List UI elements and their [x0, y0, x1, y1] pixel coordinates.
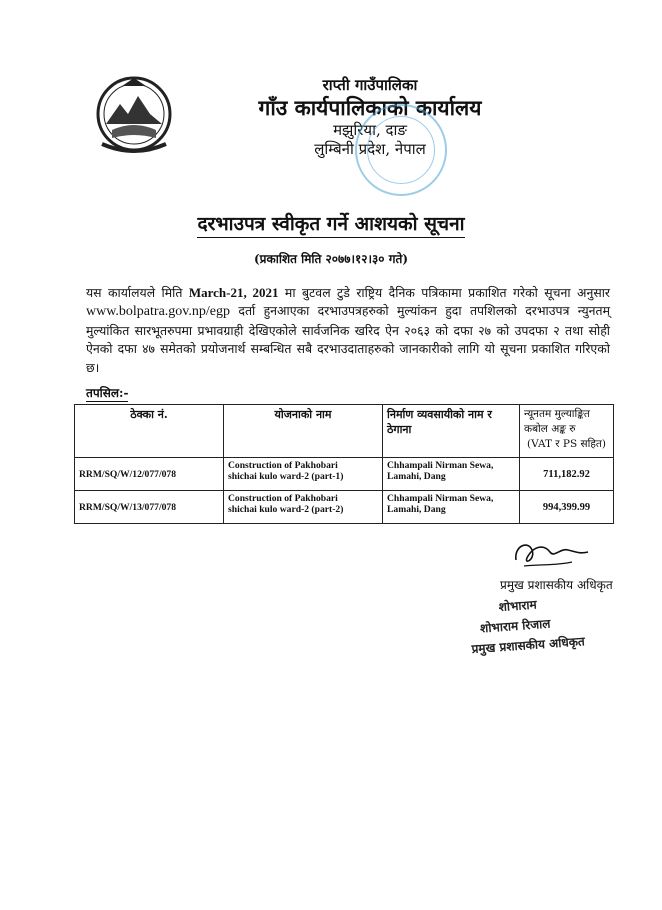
contractor: Chhampali Nirman Sewa, Lamahi, Dang	[383, 491, 520, 524]
seal-line-3: प्रमुख प्रशासकीय अधिकृत	[471, 634, 586, 657]
table-header-row	[75, 405, 614, 458]
municipality-name: राप्ती गाउँपालिका	[322, 76, 418, 94]
seal-line-1: शोभाराम	[498, 597, 538, 615]
notice-text-3: दर्ता हुनआएका दरभाउपत्रहरुको मुल्यांकन हुदा तपशिलको दरभाउपत्र न्युनतम् मुल्यांकित सारभूतरुपमा प्रभावग्राही देखिएकोले सार्वजनिक खरिद ऐन २०६३ को दफा २७ को उपदफा २ तथा सोही ऐनको दफा ४७ समेतको प्रयोजनार्थ सम्बन्धित सबै दरभाउदाताहरुको जानकारीको लागि यो सूचना प्रकाशित गरिएको छ।	[86, 303, 610, 375]
bolpatra-url: www.bolpatra.gov.np/egp	[86, 304, 230, 320]
col-contract-no: ठेक्का नं.	[75, 405, 224, 458]
col-project-name: योजनाको नाम	[224, 405, 383, 458]
bid-amount: 994,399.99	[520, 491, 614, 524]
bid-amount: 711,182.92	[520, 458, 614, 491]
nepal-emblem-icon	[92, 74, 176, 154]
project-name: Construction of Pakhobari shichai kulo ward-2 (part-1)	[224, 458, 383, 491]
notice-title-text: दरभाउपत्र स्वीकृत गर्ने आशयको सूचना	[197, 213, 464, 238]
office-name: गाँउ कार्यपालिकाको कार्यालय	[258, 94, 482, 120]
notice-text-2: मा बुटवल टुडे राष्ट्रिय दैनिक पत्रिकामा प्रकाशित गरेको सूचना अनुसार	[278, 285, 610, 300]
office-location: मझुरिया, दाङ	[333, 121, 407, 139]
col-amount	[520, 405, 614, 458]
table-row	[75, 491, 614, 524]
details-label: तपसिल:-	[86, 386, 129, 400]
office-province: लुम्बिनी प्रदेश, नेपाल	[314, 139, 426, 158]
notice-body	[86, 284, 610, 377]
notice-date: March-21, 2021	[188, 285, 279, 300]
signature	[510, 536, 592, 572]
contract-code: RRM/SQ/W/13/077/078	[75, 491, 224, 524]
notice-title	[0, 210, 662, 236]
office-stamp	[355, 104, 447, 196]
seal-line-2: शोभाराम रिजाल	[479, 616, 551, 636]
bid-table	[74, 404, 614, 524]
col-contractor: निर्माण व्यवसायीको नाम र ठेगाना	[383, 405, 520, 458]
signatory-title: प्रमुख प्रशासकीय अधिकृत	[500, 578, 613, 592]
contract-code: RRM/SQ/W/12/077/078	[75, 458, 224, 491]
col-amount-label: न्यूनतम मुल्याङ्कित कबोल अङ्क रु	[524, 408, 590, 435]
signatory-seal	[468, 589, 622, 659]
col-amount-note: (VAT र PS सहित)	[526, 438, 607, 450]
published-date: (प्रकाशित मिति २०७७।१२।३० गते)	[254, 252, 408, 266]
notice-text-1: यस कार्यालयले मिति	[86, 285, 189, 300]
contractor: Chhampali Nirman Sewa, Lamahi, Dang	[383, 458, 520, 491]
project-name: Construction of Pakhobari shichai kulo ward-2 (part-2)	[224, 491, 383, 524]
table-row	[75, 458, 614, 491]
